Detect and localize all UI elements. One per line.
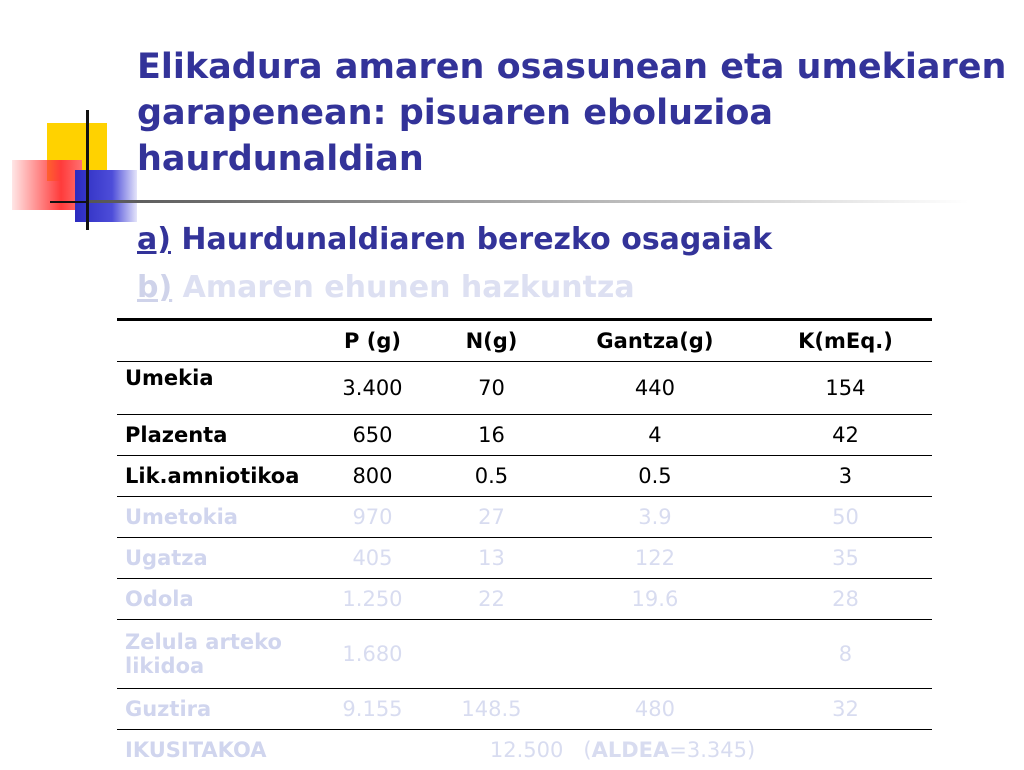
table-cell: [551, 620, 759, 689]
table-cell: 22: [432, 579, 551, 620]
table-row: [117, 456, 932, 497]
table-cell: 1.680: [313, 620, 432, 689]
table-cell: 35: [759, 538, 932, 579]
table-cell: 9.155: [313, 689, 432, 730]
table-cell: 28: [759, 579, 932, 620]
table-cell: 122: [551, 538, 759, 579]
table-cell: 4: [551, 415, 759, 456]
row-label: Umekia: [117, 362, 313, 415]
table-cell: 148.5: [432, 689, 551, 730]
row-label: Plazenta: [117, 415, 313, 456]
table-cell: [432, 620, 551, 689]
table-cell: 0.5: [551, 456, 759, 497]
table-header-row: [117, 320, 932, 362]
slide-title: Elikadura amaren osasunean eta umekiaren garapenean: pisuaren eboluzioa haurdunaldian: [137, 44, 1017, 182]
difference-value: =3.345): [669, 738, 755, 762]
table-cell: 3.400: [313, 362, 432, 415]
table-cell: 650: [313, 415, 432, 456]
header-cell: N(g): [432, 320, 551, 362]
bullet-b: [137, 270, 635, 305]
composition-table: [117, 318, 932, 770]
table-cell: 440: [551, 362, 759, 415]
table-row: [117, 415, 932, 456]
table-cell: 1.250: [313, 579, 432, 620]
table-cell: 8: [759, 620, 932, 689]
table-cell: 70: [432, 362, 551, 415]
header-cell: P (g): [313, 320, 432, 362]
header-cell: [117, 320, 313, 362]
title-underline: [89, 200, 969, 203]
table-cell: 800: [313, 456, 432, 497]
row-label: Guztira: [117, 689, 313, 730]
table-row-observed: [117, 730, 932, 770]
row-label: Umetokia: [117, 497, 313, 538]
table-cell: 32: [759, 689, 932, 730]
table-row: [117, 497, 932, 538]
table-cell: 154: [759, 362, 932, 415]
bullet-a: [137, 222, 772, 257]
table-row: [117, 538, 932, 579]
table-cell: 13: [432, 538, 551, 579]
bullet-b-text: Amaren ehunen hazkuntza: [172, 270, 634, 305]
header-cell: K(mEq.): [759, 320, 932, 362]
table-cell: 480: [551, 689, 759, 730]
table-cell: 27: [432, 497, 551, 538]
row-label: Odola: [117, 579, 313, 620]
table-row: [117, 689, 932, 730]
table-cell: 0.5: [432, 456, 551, 497]
observed-paren: (: [583, 738, 591, 762]
table-cell: 970: [313, 497, 432, 538]
bullet-a-marker: a): [137, 222, 171, 257]
observed-value: 12.500: [490, 738, 563, 762]
table-cell: 42: [759, 415, 932, 456]
table-cell: 16: [432, 415, 551, 456]
table-row: [117, 620, 932, 689]
table-cell: 3.9: [551, 497, 759, 538]
difference-label: ALDEA: [592, 738, 670, 762]
table-row: [117, 579, 932, 620]
table-row: [117, 362, 932, 415]
header-cell: Gantza(g): [551, 320, 759, 362]
table-cell: 19.6: [551, 579, 759, 620]
row-label: Zelula arteko likidoa: [117, 620, 313, 689]
observed-note: [313, 730, 932, 770]
table-cell: 3: [759, 456, 932, 497]
table-cell: 405: [313, 538, 432, 579]
bullet-b-marker: b): [137, 270, 172, 305]
blue-square: [75, 170, 137, 222]
table-cell: 50: [759, 497, 932, 538]
row-label: Lik.amniotikoa: [117, 456, 313, 497]
row-label: IKUSITAKOA: [117, 730, 313, 770]
bullet-a-text: Haurdunaldiaren berezko osagaiak: [171, 222, 772, 257]
decorative-corner-graphic: [0, 0, 140, 240]
vertical-line: [86, 110, 89, 230]
row-label: Ugatza: [117, 538, 313, 579]
